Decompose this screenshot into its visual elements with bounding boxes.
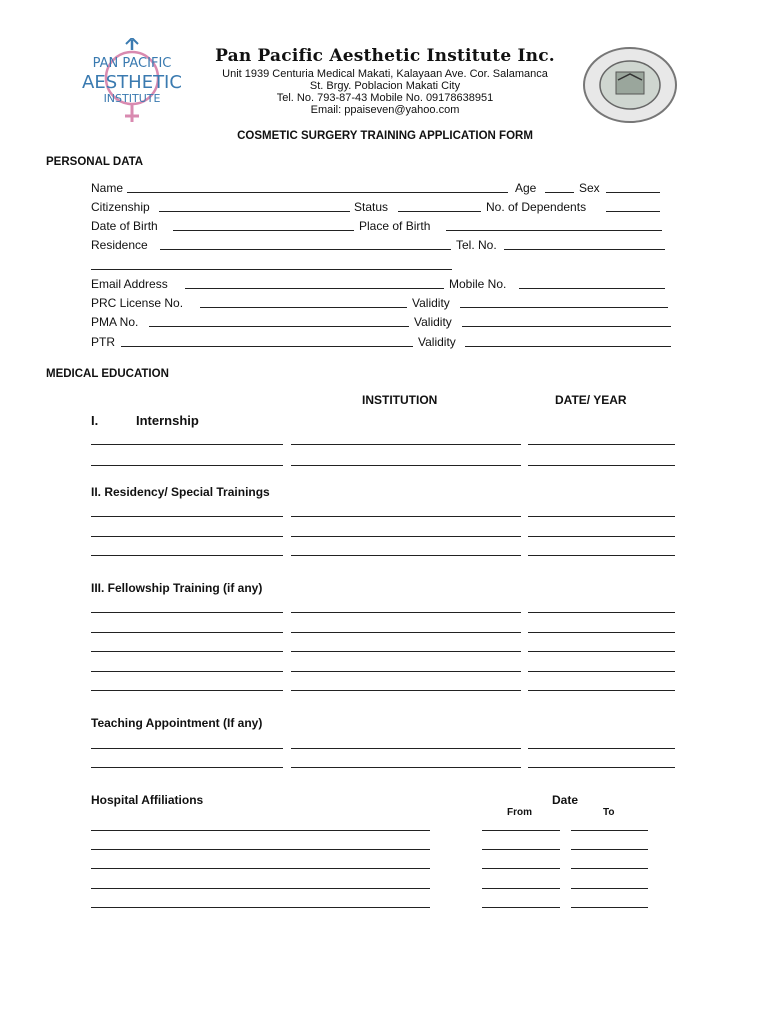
- hospital-row[interactable]: [0, 907, 770, 908]
- residence-field-2[interactable]: [91, 269, 452, 270]
- pma-label: PMA No.: [91, 315, 139, 329]
- institute-logo: [70, 38, 194, 126]
- internship-num: I.: [91, 413, 99, 428]
- date-col-header: DATE/ YEAR: [555, 393, 627, 407]
- hospital-heading: Hospital Affiliations: [91, 793, 204, 807]
- residency-row[interactable]: [0, 555, 770, 556]
- internship-heading: Internship: [136, 413, 199, 428]
- mobile-field[interactable]: [519, 288, 665, 289]
- logo-line1: PAN PACIFIC: [92, 56, 172, 71]
- fellowship-row[interactable]: [0, 671, 770, 672]
- address-line2: St. Brgy. Poblacion Makati City: [309, 80, 461, 92]
- dependents-label: No. of Dependents: [486, 200, 587, 214]
- hospital-row[interactable]: [0, 868, 770, 869]
- hospital-row[interactable]: [0, 849, 770, 850]
- status-label: Status: [354, 200, 389, 214]
- citizenship-label: Citizenship: [91, 200, 150, 214]
- hospital-row[interactable]: [0, 830, 770, 831]
- residence-field[interactable]: [160, 249, 451, 250]
- medical-heading: MEDICAL EDUCATION: [46, 368, 169, 380]
- prc-validity-label: Validity: [412, 296, 450, 310]
- form-title: COSMETIC SURGERY TRAINING APPLICATION FORM: [237, 130, 533, 142]
- internship-row[interactable]: [0, 465, 770, 466]
- from-label: From: [507, 807, 532, 818]
- status-field[interactable]: [398, 211, 481, 212]
- to-label: To: [603, 807, 615, 818]
- address-line1: Unit 1939 Centuria Medical Makati, Kalayaan Ave. Cor. Salamanca: [222, 68, 548, 80]
- email-label: Email Address: [91, 277, 168, 291]
- dob-field[interactable]: [173, 230, 354, 231]
- name-field[interactable]: [127, 192, 508, 193]
- ptr-validity-label: Validity: [418, 335, 456, 349]
- seal-icon: [582, 46, 678, 124]
- fellowship-row[interactable]: [0, 690, 770, 691]
- sex-field[interactable]: [606, 192, 660, 193]
- fellowship-row[interactable]: [0, 651, 770, 652]
- tel-field[interactable]: [504, 249, 665, 250]
- tel-label: Tel. No.: [456, 238, 497, 252]
- teaching-row[interactable]: [0, 748, 770, 749]
- mobile-label: Mobile No.: [449, 277, 507, 291]
- age-label: Age: [515, 181, 537, 195]
- fellowship-row[interactable]: [0, 632, 770, 633]
- prc-label: PRC License No.: [91, 296, 184, 310]
- internship-row[interactable]: [0, 444, 770, 445]
- pma-validity-field[interactable]: [462, 326, 671, 327]
- residency-row[interactable]: [0, 516, 770, 517]
- hospital-row[interactable]: [0, 888, 770, 889]
- age-field[interactable]: [545, 192, 574, 193]
- institution-col-header: INSTITUTION: [362, 393, 438, 407]
- dependents-field[interactable]: [606, 211, 660, 212]
- fellowship-heading: III. Fellowship Training (if any): [91, 581, 263, 595]
- residency-row[interactable]: [0, 536, 770, 537]
- pob-field[interactable]: [446, 230, 662, 231]
- logo-line3: INSTITUTE: [103, 92, 161, 105]
- logo-line2: AESTHETIC: [82, 72, 182, 93]
- fellowship-row[interactable]: [0, 612, 770, 613]
- institute-seal: [582, 46, 678, 124]
- ptr-validity-field[interactable]: [465, 346, 671, 347]
- teaching-row[interactable]: [0, 767, 770, 768]
- pma-field[interactable]: [149, 326, 409, 327]
- dob-label: Date of Birth: [91, 219, 158, 233]
- phone-line: Tel. No. 793-87-43 Mobile No. 09178638951: [276, 92, 494, 104]
- pma-validity-label: Validity: [414, 315, 452, 329]
- residence-label: Residence: [91, 238, 148, 252]
- sex-label: Sex: [579, 181, 600, 195]
- prc-field[interactable]: [200, 307, 407, 308]
- ptr-field[interactable]: [121, 346, 413, 347]
- personal-heading: PERSONAL DATA: [46, 156, 144, 168]
- name-label: Name: [91, 181, 124, 195]
- date-heading: Date: [552, 793, 579, 807]
- residency-heading: II. Residency/ Special Trainings: [91, 485, 270, 499]
- institute-name: Pan Pacific Aesthetic Institute Inc.: [215, 46, 555, 66]
- pob-label: Place of Birth: [359, 219, 431, 233]
- email-field[interactable]: [185, 288, 444, 289]
- prc-validity-field[interactable]: [460, 307, 668, 308]
- ptr-label: PTR: [91, 335, 115, 349]
- teaching-heading: Teaching Appointment (If any): [91, 716, 263, 730]
- citizenship-field[interactable]: [159, 211, 350, 212]
- email-line: Email: ppaiseven@yahoo.com: [310, 104, 460, 116]
